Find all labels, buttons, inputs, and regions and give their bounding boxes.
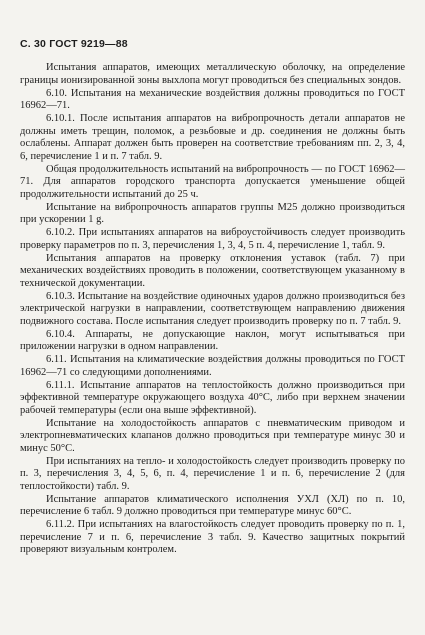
paragraph: 6.11. Испытания на климатические воздействия должны проводиться по ГОСТ 16962—71 со следующими дополнениями. <box>20 354 405 378</box>
paragraph: Испытание на вибропрочность аппаратов группы М25 должно производиться при ускорении 1 g. <box>20 201 405 225</box>
page-header <box>20 38 128 50</box>
paragraph: Испытание аппаратов климатического исполнения УХЛ (ХЛ) по п. 10, перечисление 6 табл. 9 должно проводиться при температуре минус 60°С. <box>20 493 405 517</box>
paragraph: При испытаниях на тепло- и холодостойкость следует производить проверку по п. 3, перечисления 3, 4, 5, 6, п. 4, перечисление 1 и п. 6, перечисление 2 (для теплостойкости) табл. 9. <box>20 455 405 492</box>
standard-code: ГОСТ 9219—88 <box>49 38 128 50</box>
page-number: С. 30 <box>20 38 47 50</box>
paragraph: 6.10.3. Испытание на воздействие одиночных ударов должно производиться без электрической нагрузки в направлении, соответствующем направлению движения подвижного состава. После испытания следует производить проверку по п. 7 табл. 9. <box>20 290 405 327</box>
paragraph: 6.10.4. Аппараты, не допускающие наклон, могут испытываться при приложении нагрузки в одном направлении. <box>20 328 405 352</box>
paragraph: Общая продолжительность испытаний на вибропрочность — по ГОСТ 16962—71. Для аппаратов городского транспорта допускается уменьшение общей продолжительности испытаний до 25 ч. <box>20 163 405 200</box>
paragraph: Испытание на холодостойкость аппаратов с пневматическим приводом и электропневматических клапанов должно проводиться при температуре минус 30 и минус 50°С. <box>20 417 405 454</box>
paragraph: Испытания аппаратов на проверку отклонения уставок (табл. 7) при механических воздействиях проводить в положении, соответствующем указанному в технической документации. <box>20 252 405 289</box>
paragraph: Испытания аппаратов, имеющих металлическую оболочку, на определение границы ионизированной зоны выхлопа могут проводиться без специальных зондов. <box>20 62 405 86</box>
paragraph: 6.11.1. Испытание аппаратов на теплостойкость должно производиться при эффективной температуре окружающего воздуха 40°С, либо при верхнем значении рабочей температуры (если она выше эффективной). <box>20 379 405 416</box>
paragraph: 6.10.1. После испытания аппаратов на вибропрочность детали аппаратов не должны иметь трещин, поломок, а резьбовые и др. соединения не должны быть ослаблены. Аппарат должен быть проверен на соответствие требованиям пп. 2, 3, 4, 6, перечисление 1 и п. 7 табл. 9. <box>20 113 405 162</box>
document-body <box>20 62 405 557</box>
paragraph: 6.10.2. При испытаниях аппаратов на виброустойчивость следует производить проверку параметров по п. 3, перечисления 1, 3, 4, 5 п. 4, перечисление 1, табл. 9. <box>20 227 405 251</box>
paragraph: 6.10. Испытания на механические воздействия должны проводиться по ГОСТ 16962—71. <box>20 87 405 111</box>
paragraph: 6.11.2. При испытаниях на влагостойкость следует проводить проверку по п. 1, перечисление 7 и п. 6, перечисление 3 табл. 9. Качество защитных покрытий проверяют визуальным контролем. <box>20 519 405 555</box>
